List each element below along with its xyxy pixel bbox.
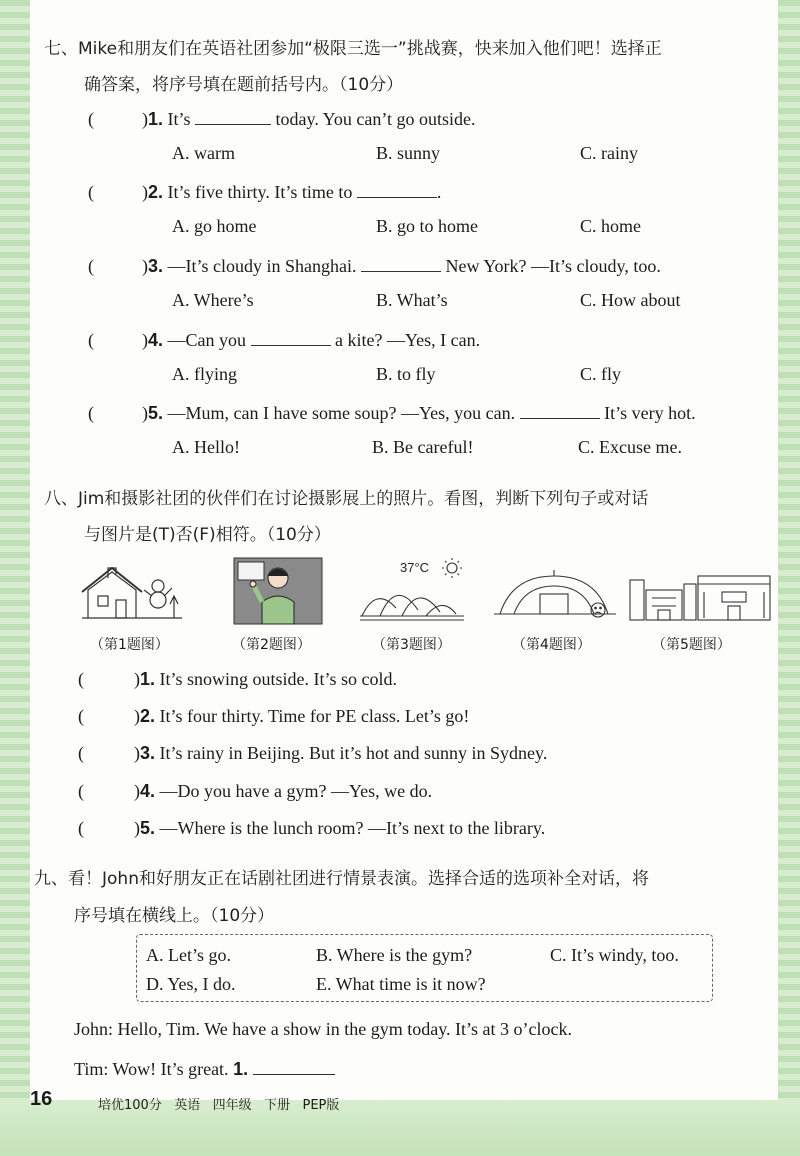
s8-statement-3	[78, 743, 547, 764]
library-buildings-picture	[628, 572, 772, 624]
picture-caption-3: （第3题图）	[372, 637, 451, 653]
option-c: C. How about	[580, 290, 681, 310]
classroom-boy-picture	[232, 556, 324, 626]
option-c: C. fly	[580, 364, 622, 384]
question-text-pre: It’s	[167, 109, 191, 129]
answer-paren-open: (	[78, 669, 84, 689]
fill-blank[interactable]	[520, 400, 600, 419]
question-text-post: a kite? —Yes, I can.	[335, 330, 481, 350]
left-decorative-border	[0, 0, 30, 1156]
s7-question-4	[88, 327, 480, 351]
dialogue-line-2	[74, 1056, 335, 1080]
s8-statement-5	[78, 818, 545, 839]
answer-paren-open: (	[78, 743, 84, 763]
question-text-post: New York? —It’s cloudy, too.	[445, 256, 661, 276]
option-a: A. Where’s	[172, 290, 254, 310]
s9-option-e: E. What time is it now?	[316, 974, 486, 994]
picture-caption-4: （第4题图）	[512, 637, 591, 653]
answer-paren-close: )	[142, 109, 148, 129]
s8-statement-2	[78, 706, 469, 727]
question-text-post: It’s very hot.	[604, 403, 696, 423]
answer-paren-open: (	[88, 330, 94, 350]
picture-caption-5: （第5题图）	[652, 637, 731, 653]
fill-blank[interactable]	[251, 327, 331, 346]
option-b: B. go to home	[376, 216, 478, 236]
option-c: C. Excuse me.	[578, 437, 682, 457]
s7-question-2	[88, 179, 441, 203]
section9-title-line1: 九、看！John和好朋友正在话剧社团进行情景表演。选择合适的选项补全对话，将	[34, 869, 649, 889]
answer-paren-open: (	[88, 256, 94, 276]
question-number: 4.	[148, 330, 164, 350]
blank-number: 1.	[233, 1059, 249, 1079]
footer-edition: PEP版	[302, 1098, 340, 1113]
answer-paren-open: (	[88, 403, 94, 423]
answer-paren-open: (	[78, 818, 84, 838]
statement-text: —Do you have a gym? —Yes, we do.	[159, 781, 433, 801]
option-c: C. home	[580, 216, 641, 236]
answer-paren-close: )	[134, 743, 140, 763]
footer-grade: 四年级	[212, 1098, 252, 1113]
fill-blank[interactable]	[361, 253, 441, 272]
answer-paren-open: (	[78, 706, 84, 726]
footer-term: 下册	[264, 1098, 291, 1113]
sydney-opera-house-picture	[356, 556, 468, 626]
question-number: 3.	[148, 256, 164, 276]
footer-subject: 英语	[174, 1098, 201, 1113]
option-a: A. Hello!	[172, 437, 240, 457]
fill-blank[interactable]	[357, 179, 437, 198]
question-text-post: today. You can’t go outside.	[275, 109, 476, 129]
question-text-post: .	[436, 182, 442, 202]
picture-caption-1: （第1题图）	[90, 637, 169, 653]
temperature-label: 37°C	[400, 560, 430, 575]
snowy-house-picture	[78, 556, 186, 624]
option-a: A. warm	[172, 143, 235, 163]
s9-option-c: C. It’s windy, too.	[550, 945, 679, 965]
dialogue-line-1: John: Hello, Tim. We have a show in the gym today. It’s at 3 o’clock.	[74, 1019, 572, 1039]
answer-paren-close: )	[142, 182, 148, 202]
footer-series: 培优100分	[98, 1098, 162, 1113]
dialogue-text: Tim: Wow! It’s great.	[74, 1059, 229, 1079]
question-number: 2.	[148, 182, 164, 202]
section9-title-line2: 序号填在横线上。（10分）	[74, 906, 275, 926]
statement-text: —Where is the lunch room? —It’s next to the library.	[159, 818, 546, 838]
statement-number: 1.	[140, 669, 156, 689]
s8-statement-1	[78, 669, 397, 690]
question-text-pre: —It’s cloudy in Shanghai.	[167, 256, 357, 276]
page-number: 16	[30, 1088, 53, 1110]
s7-question-3	[88, 253, 661, 277]
picture-caption-2: （第2题图）	[232, 637, 311, 653]
s9-option-d: D. Yes, I do.	[146, 974, 236, 994]
option-a: A. flying	[172, 364, 237, 384]
fill-blank[interactable]	[195, 106, 271, 125]
question-number: 5.	[148, 403, 164, 423]
option-b: B. to fly	[376, 364, 436, 384]
answer-paren-close: )	[134, 706, 140, 726]
option-b: B. What’s	[376, 290, 448, 310]
question-text-pre: It’s five thirty. It’s time to	[167, 182, 353, 202]
section7-title-line2: 确答案，将序号填在题前括号内。（10分）	[84, 75, 404, 95]
answer-paren-close: )	[134, 781, 140, 801]
answer-paren-close: )	[142, 256, 148, 276]
section8-title-line2: 与图片是(T)否(F)相符。（10分）	[84, 525, 331, 545]
question-number: 1.	[148, 109, 164, 129]
option-b: B. sunny	[376, 143, 441, 163]
section8-title-line1: 八、Jim和摄影社团的伙伴们在讨论摄影展上的照片。看图，判断下列句子或对话	[44, 489, 649, 509]
fill-blank[interactable]	[253, 1056, 335, 1075]
s8-statement-4	[78, 781, 432, 802]
question-text-pre: —Can you	[167, 330, 247, 350]
statement-text: It’s rainy in Beijing. But it’s hot and sunny in Sydney.	[159, 743, 548, 763]
statement-text: It’s four thirty. Time for PE class. Let’s go!	[159, 706, 470, 726]
answer-paren-close: )	[142, 403, 148, 423]
s9-option-b: B. Where is the gym?	[316, 945, 473, 965]
question-text-pre: —Mum, can I have some soup? —Yes, you can.	[167, 403, 516, 423]
answer-paren-open: (	[88, 109, 94, 129]
s9-option-a: A. Let’s go.	[146, 945, 231, 965]
answer-paren-close: )	[134, 669, 140, 689]
section7-title-line1: 七、Mike和朋友们在英语社团参加“极限三选一”挑战赛，快来加入他们吧！选择正	[44, 39, 662, 59]
s7-question-1	[88, 106, 476, 130]
statement-number: 2.	[140, 706, 156, 726]
answer-paren-close: )	[134, 818, 140, 838]
gym-building-picture	[492, 566, 622, 622]
statement-text: It’s snowing outside. It’s so cold.	[159, 669, 398, 689]
answer-paren-close: )	[142, 330, 148, 350]
answer-paren-open: (	[78, 781, 84, 801]
option-b: B. Be careful!	[372, 437, 474, 457]
answer-paren-open: (	[88, 182, 94, 202]
s7-question-5	[88, 400, 696, 424]
option-a: A. go home	[172, 216, 257, 236]
statement-number: 4.	[140, 781, 156, 801]
statement-number: 5.	[140, 818, 156, 838]
option-c: C. rainy	[580, 143, 638, 163]
statement-number: 3.	[140, 743, 156, 763]
footer-info	[98, 1094, 339, 1113]
